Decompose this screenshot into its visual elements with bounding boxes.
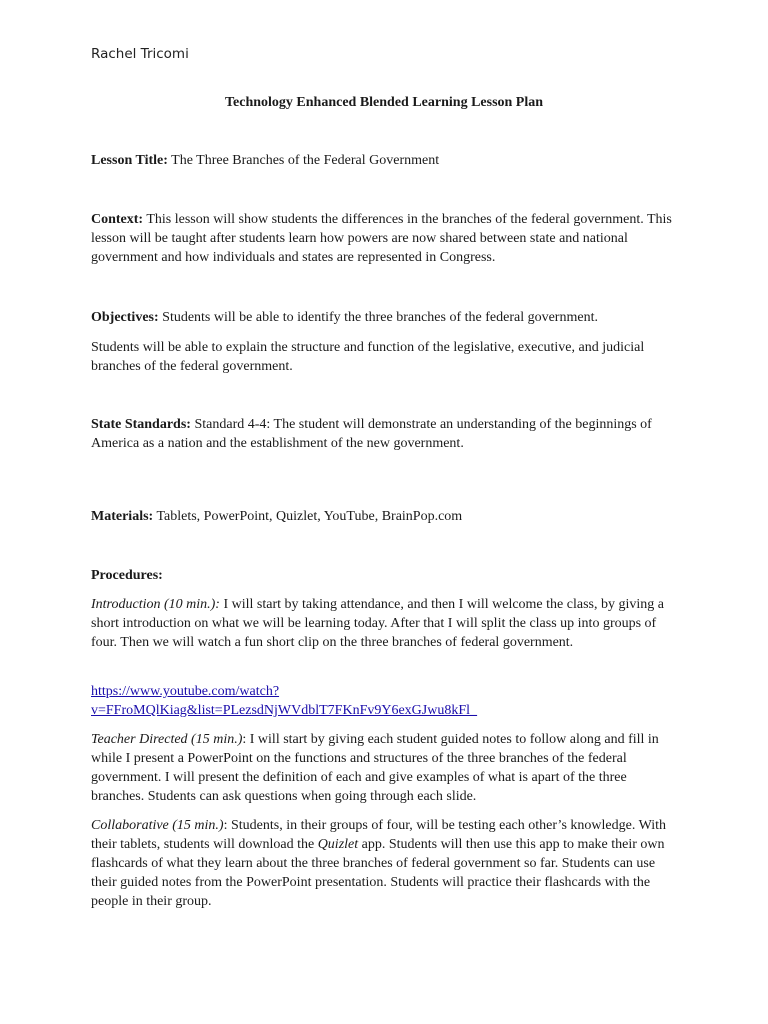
objectives-paragraph (91, 308, 683, 327)
context-paragraph (91, 210, 683, 267)
introduction-paragraph (91, 595, 683, 652)
introduction-text: I will start by taking attendance, and then I will welcome the class, by giving a short introduction on what we will be learning today. After that I will split the class up into groups of four. Then we will watch a fun short clip on the three branches of federal government. (91, 597, 664, 650)
teacher-directed-label: Teacher Directed (15 min.) (91, 732, 243, 747)
document-title: Technology Enhanced Blended Learning Lesson Plan (224, 95, 544, 110)
materials-paragraph (91, 507, 683, 526)
objectives-text-2: Students will be able to explain the structure and function of the legislative, executive, and judicial branches of the federal government. (91, 340, 645, 374)
standards-label: State Standards: (91, 417, 191, 432)
objectives-paragraph-2 (91, 338, 683, 376)
youtube-link-paragraph (91, 682, 683, 720)
collaborative-text-before: : Students, in their groups of four, will be testing each other’s knowledge. With their tablets, students will download the (91, 818, 667, 852)
teacher-directed-text: : I will start by giving each student guided notes to follow along and fill in while I present a PowerPoint on the functions and structures of the three branches of the federal government. I will present the definition of each and give examples of what is apart of the three branches. Students can ask questions when going through each slide. (91, 732, 659, 804)
materials-label: Materials: (91, 509, 154, 524)
lesson-title-paragraph (91, 151, 683, 170)
objectives-label: Objectives: (91, 310, 159, 325)
youtube-link-line-1[interactable]: https://www.youtube.com/watch? (91, 684, 280, 699)
youtube-link-line-2[interactable]: v=FFroMQlKiag&list=PLezsdNjWVdblT7FKnFv9Y6exGJwu8kFl_ (91, 703, 478, 718)
materials-text: Tablets, PowerPoint, Quizlet, YouTube, BrainPop.com (153, 509, 463, 524)
context-text: This lesson will show students the differences in the branches of the federal government. This lesson will be taught after students learn how powers are now shared between state and national government and how individuals and states are represented in Congress. (91, 212, 672, 265)
lesson-title-text: The Three Branches of the Federal Government (167, 153, 440, 168)
author-name: Rachel Tricomi (91, 46, 189, 62)
introduction-label: Introduction (10 min.): (91, 597, 220, 612)
standards-paragraph (91, 415, 683, 453)
teacher-directed-paragraph (91, 730, 683, 806)
procedures-heading: Procedures: (91, 568, 163, 583)
youtube-link[interactable] (91, 682, 683, 720)
lesson-title-label: Lesson Title: (91, 153, 168, 168)
collaborative-label: Collaborative (15 min.) (91, 818, 224, 833)
context-label: Context: (91, 212, 144, 227)
objectives-text-1: Students will be able to identify the three branches of the federal government. (158, 310, 598, 325)
quizlet-app-name: Quizlet (317, 837, 359, 852)
collaborative-text-after: app. Students will then use this app to make their own flashcards of what they learn about the three branches of federal government so far. Students can use their guided notes from the PowerPoint presentation. Students will practice their flashcards with the people in their group. (91, 837, 665, 909)
collaborative-paragraph (91, 816, 683, 911)
standards-text: Standard 4-4: The student will demonstrate an understanding of the beginnings of America as a nation and the establishment of the new government. (91, 417, 652, 451)
